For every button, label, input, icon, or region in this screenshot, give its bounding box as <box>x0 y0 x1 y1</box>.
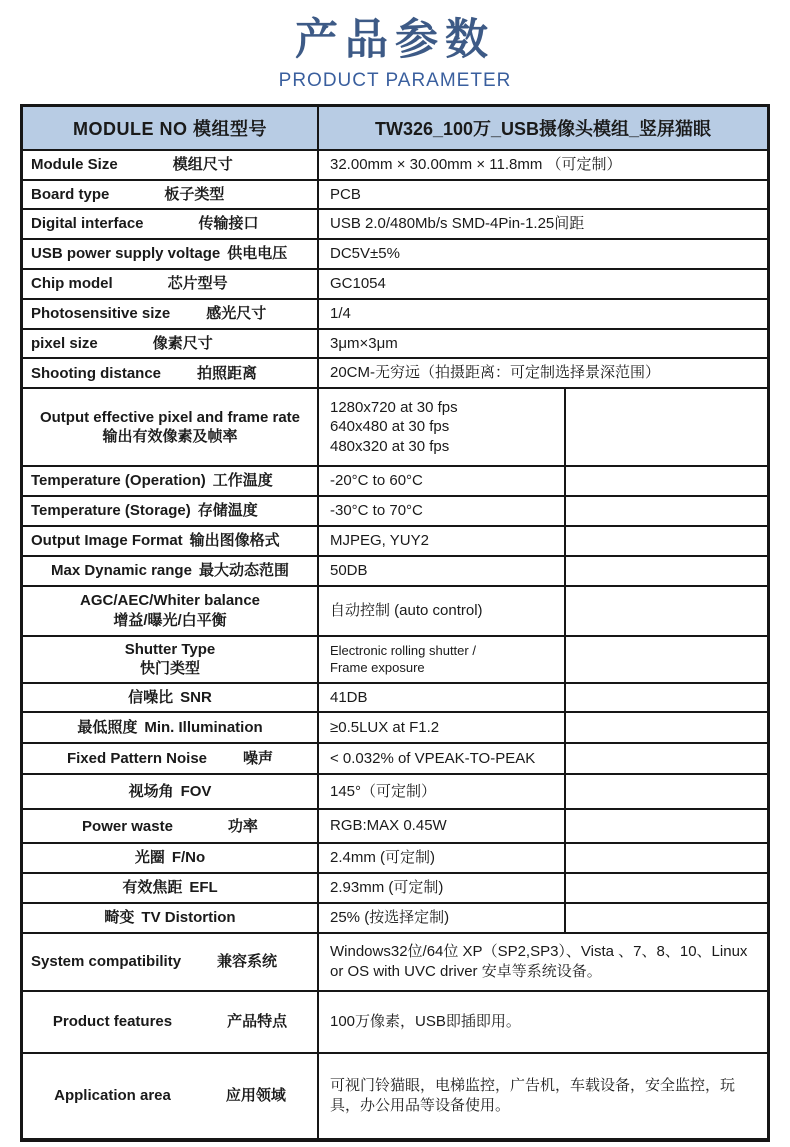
label-line <box>31 908 309 928</box>
label-text: System compatibility <box>31 953 182 971</box>
label-line <box>31 1012 309 1032</box>
row-value <box>319 844 564 872</box>
value-text: PCB <box>330 185 361 203</box>
row-value <box>319 587 564 635</box>
label-line <box>31 659 309 679</box>
row-extra-cell <box>564 904 767 932</box>
page-header <box>0 0 790 92</box>
row-label <box>23 389 319 465</box>
label-text: Output Image Format <box>31 532 183 550</box>
table-row <box>23 527 767 557</box>
label-text: 工作温度 <box>212 472 273 490</box>
label-text: Product features <box>52 1013 173 1031</box>
label-line <box>31 364 309 384</box>
label-line <box>31 718 309 738</box>
row-value <box>319 359 767 387</box>
label-line <box>31 214 309 234</box>
row-label <box>23 637 319 682</box>
label-text: 光圈 <box>134 849 165 867</box>
row-extra-cell <box>564 497 767 525</box>
table-row <box>23 210 767 240</box>
label-text: 芯片型号 <box>167 275 228 293</box>
value-text: 2.4mm (可定制) <box>330 849 436 867</box>
row-extra-cell <box>564 557 767 585</box>
label-line <box>31 817 309 837</box>
label-text: 输出有效像素及帧率 <box>102 428 238 446</box>
row-value <box>319 270 767 298</box>
row-label <box>23 359 319 387</box>
row-value <box>319 992 767 1052</box>
label-text: Temperature (Operation) <box>31 472 206 490</box>
row-label <box>23 1054 319 1138</box>
table-row <box>23 240 767 270</box>
value-text: 145°（可定制） <box>330 782 437 800</box>
label-line <box>31 591 309 611</box>
label-text: 像素尺寸 <box>152 334 213 352</box>
value-text: 可视门铃猫眼，电梯监控，广告机，车载设备，安全监控，玩具，办公用品等设备使用。 <box>330 1077 736 1114</box>
label-line <box>31 848 309 868</box>
value-text: 100万像素，USB即插即用。 <box>330 1013 521 1030</box>
table-row <box>23 557 767 587</box>
row-label <box>23 151 319 179</box>
label-text: 视场角 <box>128 783 174 801</box>
label-line <box>31 878 309 898</box>
value-text: 1/4 <box>330 304 351 322</box>
row-value <box>319 181 767 209</box>
value-text: -30°C to 70°C <box>330 502 423 520</box>
label-text: SNR <box>180 688 212 706</box>
label-text: 存储温度 <box>197 502 258 520</box>
label-text: 板子类型 <box>164 185 225 203</box>
label-text: 模组尺寸 <box>172 155 233 173</box>
table-row <box>23 775 767 810</box>
label-line <box>31 749 309 769</box>
label-text: 最大动态范围 <box>198 561 289 579</box>
label-text: 增益/曝光/白平衡 <box>113 611 227 629</box>
value-text: Windows32位/64位 XP（SP2,SP3）、Vista 、7、8、10、Linux or OS with UVC driver 安卓等系统设备。 <box>330 943 748 980</box>
page-subtitle: PRODUCT PARAMETER <box>278 69 512 91</box>
label-text: 供电电压 <box>227 245 288 263</box>
value-text: 3μm×3μm <box>330 334 398 352</box>
label-line <box>31 640 309 660</box>
value-text: 1280x720 at 30 fps <box>330 398 458 416</box>
row-value <box>319 330 767 358</box>
label-text: Temperature (Storage) <box>31 502 191 520</box>
row-value <box>319 300 767 328</box>
row-value <box>319 934 767 990</box>
row-value <box>319 557 564 585</box>
label-text: Max Dynamic range <box>51 561 192 579</box>
row-extra-cell <box>564 744 767 773</box>
label-text: pixel size <box>31 334 98 352</box>
row-label <box>23 844 319 872</box>
label-text: 有效焦距 <box>122 879 183 897</box>
label-text: Digital interface <box>31 215 144 233</box>
label-text: Shutter Type <box>124 640 216 658</box>
table-header-row <box>23 107 767 151</box>
table-row <box>23 359 767 389</box>
label-text: Photosensitive size <box>31 304 171 322</box>
value-text: < 0.032% of VPEAK-TO-PEAK <box>330 749 536 767</box>
row-value <box>319 810 564 842</box>
label-line <box>31 427 309 447</box>
label-line <box>31 244 309 264</box>
row-value <box>319 744 564 773</box>
label-line <box>31 501 309 521</box>
label-text: 信噪比 <box>128 688 174 706</box>
row-label <box>23 992 319 1052</box>
table-row <box>23 497 767 527</box>
row-label <box>23 497 319 525</box>
row-extra-cell <box>564 874 767 902</box>
label-text: 拍照距离 <box>197 364 258 382</box>
label-text: TV Distortion <box>141 909 236 927</box>
page-title: 产品参数 <box>295 16 495 64</box>
row-label <box>23 587 319 635</box>
table-row <box>23 744 767 775</box>
label-line <box>31 334 309 354</box>
label-text: EFL <box>189 879 218 897</box>
value-text: 32.00mm × 30.00mm × 11.8mm （可定制） <box>330 155 622 173</box>
table-row <box>23 904 767 934</box>
table-row <box>23 270 767 300</box>
row-extra-cell <box>564 844 767 872</box>
value-text: USB 2.0/480Mb/s SMD-4Pin-1.25间距 <box>330 215 585 233</box>
table-row <box>23 684 767 714</box>
row-extra-cell <box>564 389 767 465</box>
row-value <box>319 874 564 902</box>
row-label <box>23 713 319 742</box>
table-row <box>23 713 767 744</box>
table-row <box>23 389 767 467</box>
row-label <box>23 810 319 842</box>
row-label <box>23 467 319 495</box>
row-extra-cell <box>564 775 767 808</box>
label-text: F/No <box>171 849 206 867</box>
label-text: Output effective pixel and frame rate <box>39 408 301 426</box>
row-value <box>319 389 564 465</box>
table-row <box>23 181 767 211</box>
label-text: 输出图像格式 <box>189 532 280 550</box>
value-text: Frame exposure <box>330 660 425 676</box>
row-extra-cell <box>564 467 767 495</box>
row-value <box>319 151 767 179</box>
row-label <box>23 904 319 932</box>
label-line <box>31 952 309 972</box>
value-text: GC1054 <box>330 274 386 292</box>
row-value <box>319 240 767 268</box>
row-value <box>319 684 564 712</box>
label-line <box>31 471 309 491</box>
row-value <box>319 775 564 808</box>
table-row <box>23 844 767 874</box>
value-text: 41DB <box>330 688 368 706</box>
label-text: 最低照度 <box>77 719 138 737</box>
row-value <box>319 210 767 238</box>
row-value <box>319 467 564 495</box>
label-text: Shooting distance <box>31 364 162 382</box>
row-extra-cell <box>564 810 767 842</box>
row-label <box>23 270 319 298</box>
row-label <box>23 934 319 990</box>
row-label <box>23 300 319 328</box>
row-label <box>23 557 319 585</box>
label-text: 传输接口 <box>198 215 259 233</box>
spec-table <box>20 104 770 1142</box>
label-line <box>31 611 309 631</box>
value-text: 20CM-无穷远（拍摄距离：可定制选择景深范围） <box>330 364 661 382</box>
row-label <box>23 210 319 238</box>
label-text: Board type <box>31 185 110 203</box>
label-text: 应用领域 <box>225 1087 286 1105</box>
label-text: Application area <box>54 1087 171 1105</box>
row-label <box>23 744 319 773</box>
value-text: RGB:MAX 0.45W <box>330 817 447 835</box>
label-line <box>31 561 309 581</box>
label-line <box>31 274 309 294</box>
value-text: Electronic rolling shutter / <box>330 642 476 658</box>
value-text: 25% (按选择定制) <box>330 909 450 927</box>
label-text: Min. Illumination <box>144 719 263 737</box>
label-line <box>31 1086 309 1106</box>
table-row <box>23 300 767 330</box>
table-row <box>23 637 767 684</box>
table-row <box>23 1054 767 1138</box>
module-model-header: TW326_100万_USB摄像头模组_竖屏猫眼 <box>374 118 712 139</box>
value-text: 480x320 at 30 fps <box>330 438 450 456</box>
label-text: FOV <box>180 783 212 801</box>
label-line <box>31 408 309 428</box>
label-line <box>31 155 309 175</box>
label-line <box>31 185 309 205</box>
table-row <box>23 467 767 497</box>
row-value <box>319 637 564 682</box>
table-row <box>23 151 767 181</box>
label-text: 产品特点 <box>227 1013 288 1031</box>
label-text: Power waste <box>82 817 173 835</box>
row-label <box>23 874 319 902</box>
label-line <box>31 531 309 551</box>
value-text: 640x480 at 30 fps <box>330 418 450 436</box>
label-text: 兼容系统 <box>217 953 278 971</box>
row-label <box>23 181 319 209</box>
row-label <box>23 240 319 268</box>
label-line <box>31 782 309 802</box>
row-value <box>319 713 564 742</box>
table-row <box>23 874 767 904</box>
row-value <box>319 1054 767 1138</box>
value-text: -20°C to 60°C <box>330 472 423 490</box>
label-text: Chip model <box>31 275 113 293</box>
row-label <box>23 775 319 808</box>
value-text: 50DB <box>330 561 368 579</box>
table-row <box>23 934 767 992</box>
value-text: ≥0.5LUX at F1.2 <box>330 718 440 736</box>
value-text: 2.93mm (可定制) <box>330 879 444 897</box>
label-text: 功率 <box>227 817 258 835</box>
value-text: MJPEG, YUY2 <box>330 531 429 549</box>
row-extra-cell <box>564 713 767 742</box>
label-text: Module Size <box>31 155 118 173</box>
row-value <box>319 497 564 525</box>
table-row <box>23 992 767 1054</box>
row-extra-cell <box>564 684 767 712</box>
table-row <box>23 587 767 637</box>
label-text: 噪声 <box>243 750 274 768</box>
row-label <box>23 684 319 712</box>
row-label <box>23 527 319 555</box>
label-text: Fixed Pattern Noise <box>66 750 208 768</box>
row-extra-cell <box>564 587 767 635</box>
row-extra-cell <box>564 637 767 682</box>
label-text: AGC/AEC/Whiter balance <box>79 592 261 610</box>
label-line <box>31 688 309 708</box>
label-text: USB power supply voltage <box>31 245 221 263</box>
value-text: 自动控制 (auto control) <box>330 601 483 619</box>
table-row <box>23 330 767 360</box>
value-text: DC5V±5% <box>330 245 400 263</box>
label-text: 感光尺寸 <box>206 304 267 322</box>
label-text: 快门类型 <box>139 660 200 678</box>
row-label <box>23 330 319 358</box>
row-value <box>319 527 564 555</box>
row-extra-cell <box>564 527 767 555</box>
module-no-header: MODULE NO 模组型号 <box>23 107 319 149</box>
row-value <box>319 904 564 932</box>
label-text: 畸变 <box>104 909 135 927</box>
label-line <box>31 304 309 324</box>
table-row <box>23 810 767 844</box>
